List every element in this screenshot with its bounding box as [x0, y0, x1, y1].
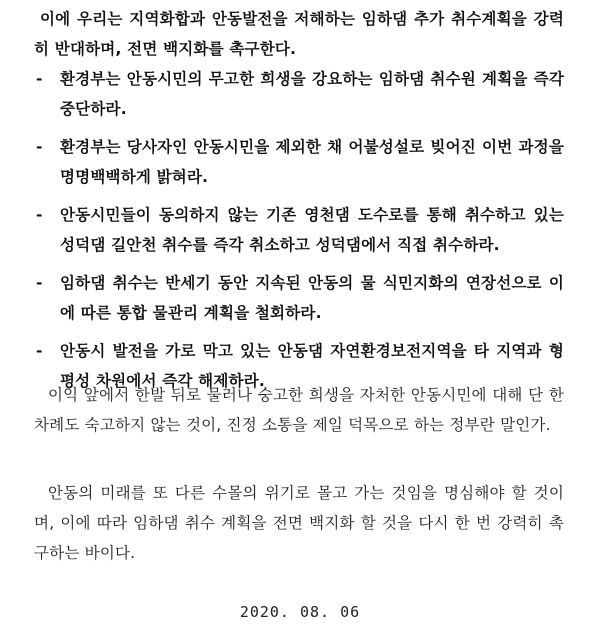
dash-bullet: -: [36, 342, 43, 360]
dash-bullet: -: [36, 206, 43, 224]
dash-bullet: -: [36, 138, 43, 156]
demand-text: 환경부는 당사자인 안동시민을 제외한 채 어불성설로 빚어진 이번 과정을 명명백백하게 밝혀라.: [60, 138, 564, 186]
demand-text: 환경부는 안동시민의 무고한 희생을 강요하는 임하댐 취수원 계획을 즉각 중단하라.: [60, 70, 564, 118]
demand-item: [34, 132, 564, 192]
demands-list: [34, 64, 564, 404]
closing-paragraph-1: 이익 앞에서 한발 뒤로 물러나 숭고한 희생을 자처한 안동시민에 대해 단 한 차례도 숙고하지 않는 것이, 진정 소통을 제일 덕목으로 하는 정부란 말인가.: [34, 386, 564, 434]
demand-text: 안동시민들이 동의하지 않는 기존 영천댐 도수로를 통해 취수하고 있는 성덕댐 길안천 취수를 즉각 취소하고 성덕댐에서 직접 취수하라.: [60, 206, 564, 254]
demand-item: [34, 64, 564, 124]
statement-date: 2020. 08. 06: [239, 603, 361, 621]
closing-paragraph-2: 안동의 미래를 또 다른 수몰의 위기로 몰고 가는 것임을 명심해야 할 것이며, 이에 따라 임하댐 취수 계획을 전면 백지화 할 것을 다시 한 번 강력히 촉구하는 바이다.: [34, 484, 564, 562]
demand-item: [34, 268, 564, 328]
demand-item: [34, 200, 564, 260]
dash-bullet: -: [36, 70, 43, 88]
demand-text: 안동시 발전을 가로 막고 있는 안동댐 자연환경보전지역을 타 지역과 형평성 차원에서 즉각 해제하라.: [60, 342, 564, 390]
dash-bullet: -: [36, 274, 43, 292]
intro-paragraph: 이에 우리는 지역화합과 안동발전을 저해하는 임하댐 추가 취수계획을 강력히 반대하며, 전면 백지화를 촉구한다.: [34, 10, 564, 58]
demand-text: 임하댐 취수는 반세기 동안 지속된 안동의 물 식민지화의 연장선으로 이에 따른 통합 물관리 계획을 철회하라.: [60, 274, 564, 322]
